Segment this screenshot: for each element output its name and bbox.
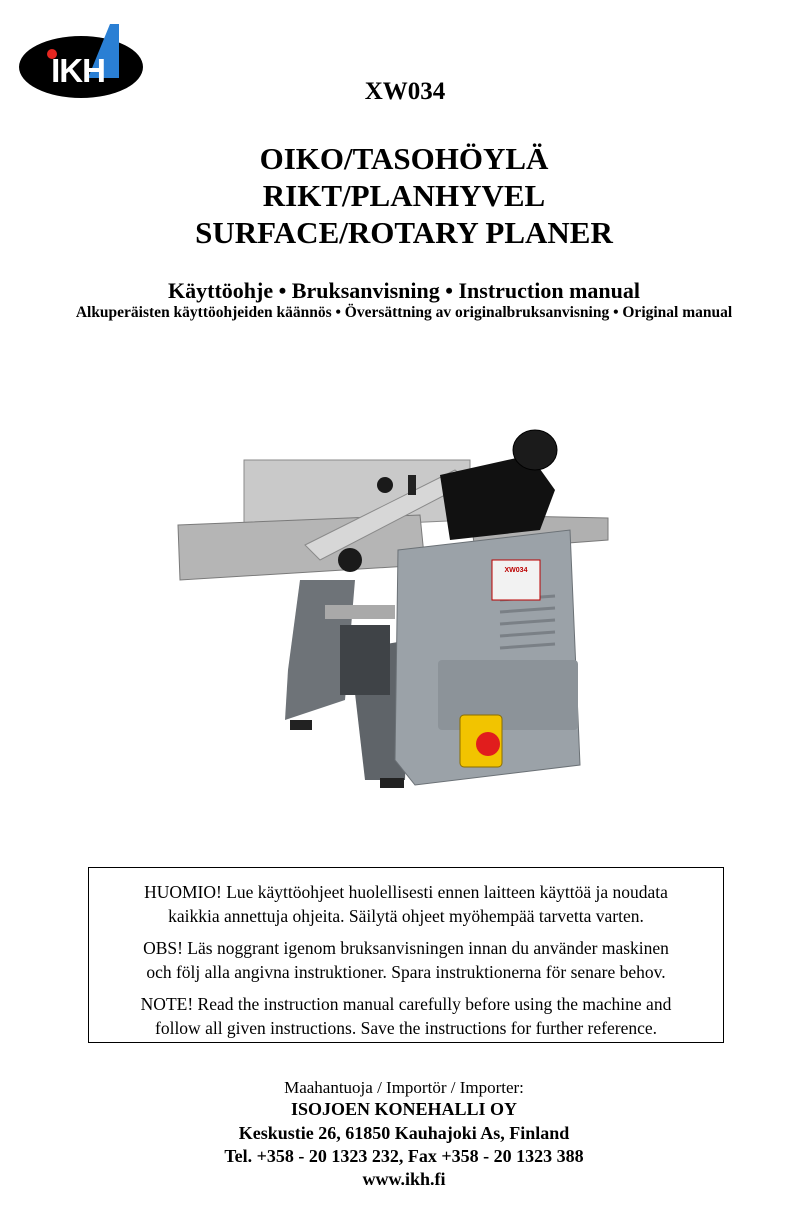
notice-english-line-2: follow all given instructions. Save the instructions for further reference. <box>155 1018 657 1038</box>
title-finnish: OIKO/TASOHÖYLÄ <box>259 141 549 176</box>
notice-finnish <box>89 880 723 928</box>
notice-english <box>89 992 723 1040</box>
importer-address: Keskustie 26, 61850 Kauhajoki As, Finland <box>238 1123 570 1143</box>
manual-languages: Käyttöohje • Bruksanvisning • Instruction manual <box>168 278 640 303</box>
notice-swedish-line-1: OBS! Läs noggrant igenom bruksanvisningen innan du använder maskinen <box>143 938 669 958</box>
importer-phone: Tel. +358 - 20 1323 232, Fax +358 - 20 1323 388 <box>224 1146 584 1166</box>
notice-finnish-line-2: kaikkia annettuja ohjeita. Säilytä ohjeet myöhempää tarvetta varten. <box>168 906 644 926</box>
notice-swedish-line-2: och följ alla angivna instruktioner. Spara instruktionerna för senare behov. <box>146 962 666 982</box>
notice-english-line-1: NOTE! Read the instruction manual carefully before using the machine and <box>140 994 672 1014</box>
warning-notice-box <box>88 867 724 1043</box>
machine-label-text: XW034 <box>504 567 528 574</box>
model-number: XW034 <box>364 78 446 105</box>
importer-label: Maahantuoja / Importör / Importer: <box>284 1078 524 1097</box>
planer-machine-photo <box>170 420 630 800</box>
translation-note: Alkuperäisten käyttöohjeiden käännös • Översättning av originalbruksanvisning • Original manual <box>75 304 733 321</box>
title-swedish: RIKT/PLANHYVEL <box>262 178 546 213</box>
ikh-logo <box>18 22 148 104</box>
notice-swedish <box>89 936 723 984</box>
notice-finnish-line-1: HUOMIO! Lue käyttöohjeet huolellisesti ennen laitteen käyttöä ja noudata <box>144 882 668 902</box>
importer-company: ISOJOEN KONEHALLI OY <box>290 1099 518 1119</box>
importer-website[interactable]: www.ikh.fi <box>362 1169 446 1189</box>
title-english: SURFACE/ROTARY PLANER <box>195 215 613 250</box>
logo-text: IKH <box>51 52 105 89</box>
